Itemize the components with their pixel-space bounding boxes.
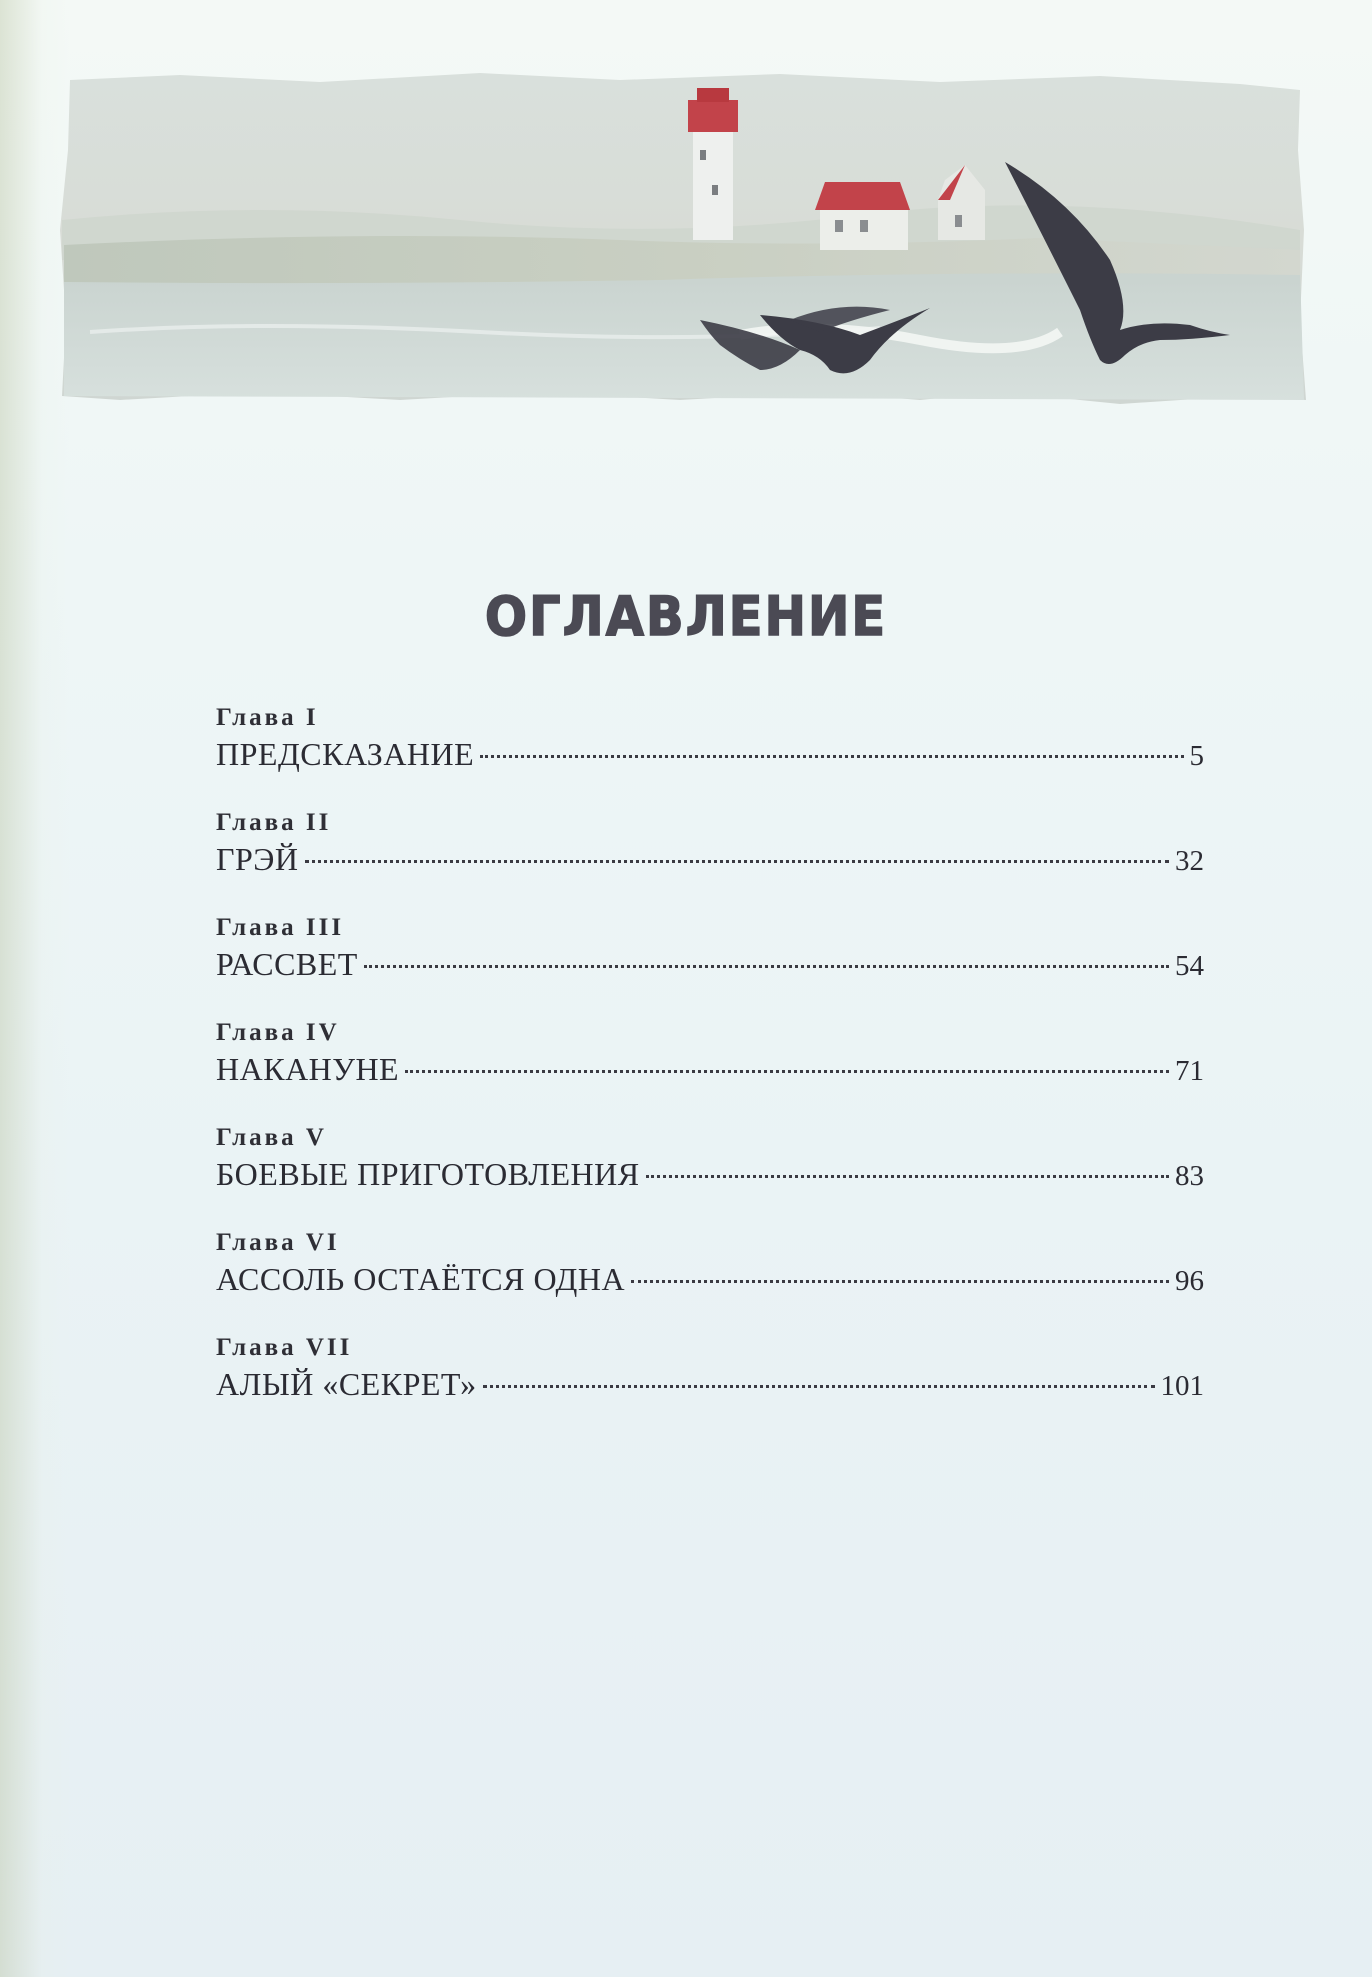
- page-number: 5: [1189, 740, 1204, 772]
- dot-leader: [480, 755, 1183, 758]
- chapter-title: НАКАНУНЕ: [216, 1051, 400, 1087]
- chapter-title: АССОЛЬ ОСТАЁТСЯ ОДНА: [216, 1261, 626, 1297]
- chapter-label: Глава VII: [216, 1334, 353, 1361]
- toc-entry: [216, 1332, 1204, 1437]
- chapter-title: АЛЫЙ «СЕКРЕТ»: [216, 1366, 477, 1402]
- page-number: 32: [1175, 845, 1204, 877]
- chapter-label: Глава V: [216, 1124, 327, 1151]
- lighthouse: [688, 88, 738, 240]
- coast-lighthouse-gulls-image: [60, 70, 1310, 410]
- house: [815, 182, 910, 250]
- chapter-label: Глава IV: [216, 1019, 340, 1046]
- page-number: 96: [1175, 1265, 1204, 1297]
- chapter-line: [216, 1154, 1204, 1196]
- page-number: 83: [1175, 1160, 1204, 1192]
- dot-leader: [305, 860, 1169, 863]
- page-number: 101: [1160, 1370, 1204, 1402]
- chapter-label: Глава III: [216, 914, 345, 941]
- toc-entry: [216, 1122, 1204, 1227]
- chapter-title: ГРЭЙ: [216, 841, 299, 877]
- chapter-title: БОЕВЫЕ ПРИГОТОВЛЕНИЯ: [216, 1156, 640, 1192]
- header-illustration: [60, 70, 1310, 410]
- chapter-line: [216, 1364, 1204, 1406]
- chapter-line: [216, 944, 1204, 986]
- toc-entry: [216, 702, 1204, 807]
- toc-entry: [216, 1017, 1204, 1122]
- chapter-line: [216, 839, 1204, 881]
- chapter-line: [216, 734, 1204, 776]
- toc-entry: [216, 912, 1204, 1017]
- chapter-title: РАССВЕТ: [216, 946, 358, 982]
- toc-title: ОГЛАВЛЕНИЕ: [484, 585, 888, 648]
- chapter-label: Глава II: [216, 809, 332, 836]
- page-number: 54: [1175, 950, 1204, 982]
- toc-entry: [216, 1227, 1204, 1332]
- toc-entry: [216, 807, 1204, 912]
- chapter-line: [216, 1259, 1204, 1301]
- dot-leader: [364, 965, 1169, 968]
- page-number: 71: [1175, 1055, 1204, 1087]
- toc-list: [216, 702, 1204, 1437]
- chapter-label: Глава VI: [216, 1229, 340, 1256]
- chapter-label: Глава I: [216, 704, 319, 731]
- chapter-line: [216, 1049, 1204, 1091]
- dot-leader: [483, 1385, 1155, 1388]
- dot-leader: [646, 1175, 1169, 1178]
- dot-leader: [631, 1280, 1169, 1283]
- dot-leader: [405, 1070, 1169, 1073]
- chapter-title: ПРЕДСКАЗАНИЕ: [216, 736, 475, 772]
